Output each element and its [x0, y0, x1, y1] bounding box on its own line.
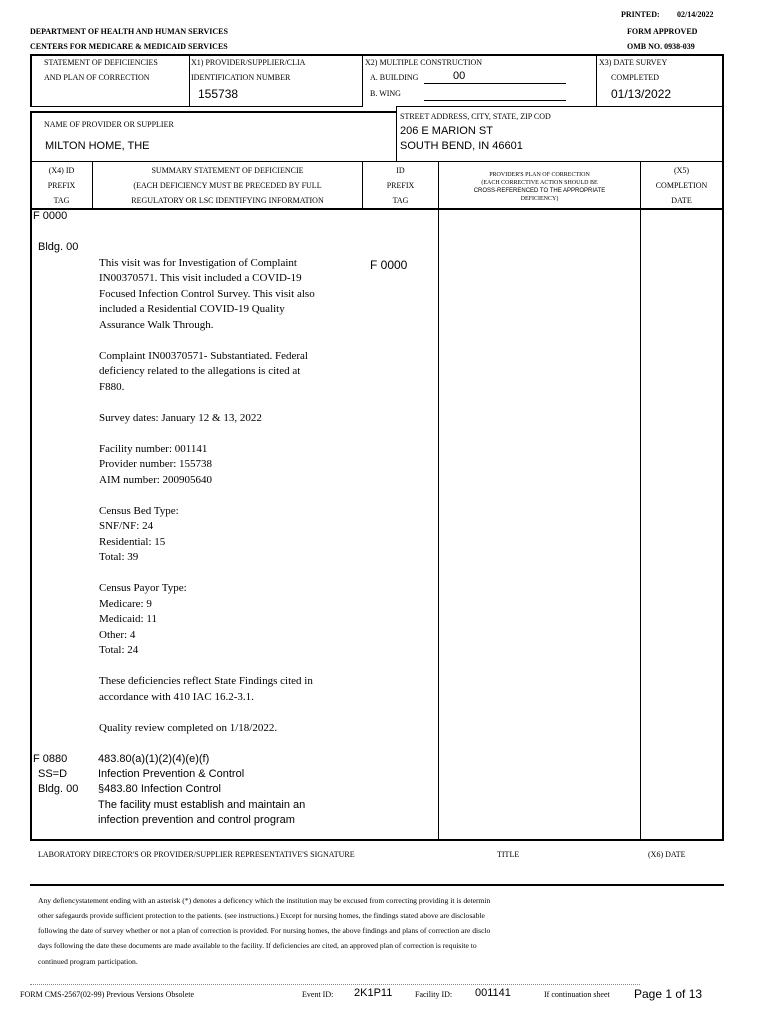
body-line: Focused Infection Control Survey. This visit also	[99, 288, 315, 300]
x2-label: X2) MULTIPLE CONSTRUCTION	[365, 58, 483, 67]
x1-label-2: IDENTIFICATION NUMBER	[191, 73, 291, 82]
statement-label-2: AND PLAN OF CORRECTION	[44, 73, 150, 82]
statement-label-1: STATEMENT OF DEFICIENCIES	[44, 58, 158, 67]
bldg-00-first: Bldg. 00	[38, 241, 79, 253]
f880-line: infection prevention and control program	[98, 814, 295, 826]
body-line: Facility number: 001141	[99, 443, 208, 455]
x3-label-2: COMPLETED	[611, 73, 659, 82]
body-line: Total: 39	[99, 551, 139, 563]
id-label: ID	[396, 166, 405, 175]
id-tag-label: TAG	[392, 196, 409, 205]
department-title: DEPARTMENT OF HEALTH AND HUMAN SERVICES	[30, 27, 228, 36]
body-line: This visit was for Investigation of Complaint	[99, 257, 297, 269]
footnote-line: following the date of survey whether or not a plan of correction is provided. For nursing homes, the above findings and plans of correction are disclo	[38, 926, 491, 935]
x6-date-label: (X6) DATE	[648, 850, 686, 859]
body-line: accordance with 410 IAC 16.2-3.1.	[99, 691, 254, 703]
address-line-2: SOUTH BEND, IN 46601	[400, 140, 523, 152]
body-line: AIM number: 200905640	[99, 474, 213, 486]
f880-line: 483.80(a)(1)(2)(4)(e)(f)	[98, 753, 210, 765]
body-line: Medicare: 9	[99, 598, 152, 610]
body-line: IN00370571. This visit included a COVID-19	[99, 272, 302, 284]
wing-label: B. WING	[370, 89, 401, 98]
bldg-00-second: Bldg. 00	[38, 783, 79, 795]
form-number: FORM CMS-2567(02-99) Previous Versions Obsolete	[20, 990, 195, 999]
footnote-line: other safegaurds provide sufficient protection to the patients. (see instructions.) Except for nursing homes, the findings stated above are disclosable	[38, 911, 485, 920]
f880-line: §483.80 Infection Control	[98, 783, 221, 795]
name-box-left	[30, 111, 32, 162]
top-box-bottom-right	[596, 106, 724, 107]
tag-f0880: F 0880	[33, 753, 68, 765]
signature-label: LABORATORY DIRECTOR'S OR PROVIDER/SUPPLIER REPRESENTATIVE'S SIGNATURE	[38, 850, 355, 859]
body-bottom-border	[30, 839, 724, 841]
provider-number: 155738	[198, 87, 239, 101]
summary-header-1: SUMMARY STATEMENT OF DEFICIENCIE	[151, 166, 304, 175]
body-line: Medicaid: 11	[99, 613, 157, 625]
facility-id-label: Facility ID:	[415, 990, 453, 999]
scope-severity: SS=D	[38, 768, 68, 780]
body-line: F880.	[99, 381, 125, 393]
footnote-line: days following the date these documents are made available to the facility. If deficiencies are cited, an approved plan of correction is requisite to	[38, 941, 477, 950]
plan-header-2: (EACH CORRECTIVE ACTION SHOULD BE	[481, 180, 598, 186]
col-divider-plan	[640, 162, 641, 840]
top-border	[30, 54, 724, 56]
provider-name: MILTON HOME, THE	[45, 140, 150, 152]
name-box-top	[30, 111, 396, 113]
body-line: Provider number: 155738	[99, 458, 213, 470]
event-id: 2K1P11	[354, 987, 393, 999]
divider-x2	[362, 55, 363, 107]
facility-id: 001141	[475, 987, 511, 999]
id-prefix-label: PREFIX	[386, 181, 415, 190]
body-line: Assurance Walk Through.	[99, 319, 214, 331]
col-divider-id	[438, 162, 439, 840]
id-tag-f0000: F 0000	[370, 258, 408, 272]
tag-f0000: F 0000	[33, 210, 68, 222]
printed-label: PRINTED:	[621, 10, 660, 19]
continuation-label: If continuation sheet	[544, 990, 610, 999]
summary-header-3: REGULATORY OR LSC IDENTIFYING INFORMATION	[131, 196, 324, 205]
body-line: Survey dates: January 12 & 13, 2022	[99, 412, 262, 424]
body-line: included a Residential COVID-19 Quality	[99, 303, 285, 315]
body-line: Total: 24	[99, 644, 139, 656]
column-header-bottom	[30, 208, 724, 210]
page-indicator: Page 1 of 13	[634, 987, 703, 1001]
summary-header-2: (EACH DEFICIENCY MUST BE PRECEDED BY FULL	[133, 181, 322, 190]
x4-prefix-label: PREFIX	[47, 181, 76, 190]
x4-id-label: (X4) ID	[48, 166, 75, 175]
x3-label-1: X3) DATE SURVEY	[599, 58, 668, 67]
form-approved: FORM APPROVED	[627, 27, 698, 36]
plan-header-4: DEFICIENCY)	[520, 196, 559, 202]
survey-date: 01/13/2022	[611, 87, 672, 101]
name-box-right	[722, 106, 724, 162]
top-box-left-border	[30, 54, 32, 107]
building-underline	[424, 83, 566, 84]
plan-header-1: PROVIDER'S PLAN OF CORRECTION	[489, 172, 590, 178]
address-line-1: 206 E MARION ST	[400, 125, 493, 137]
top-box-bottom-left	[30, 106, 363, 107]
footer-separator	[30, 984, 640, 985]
address-label: STREET ADDRESS, CITY, STATE, ZIP COD	[400, 112, 551, 121]
building-label: A. BUILDING	[370, 73, 419, 82]
name-address-divider	[396, 106, 397, 162]
divider-x1	[189, 55, 190, 107]
wing-underline	[424, 100, 566, 101]
name-box-bottom	[30, 161, 724, 162]
f880-line: Infection Prevention & Control	[98, 768, 245, 780]
centers-title: CENTERS FOR MEDICARE & MEDICAID SERVICES	[30, 42, 228, 51]
divider-x3	[596, 55, 597, 107]
body-line: Census Bed Type:	[99, 505, 179, 517]
printed-date: 02/14/2022	[677, 10, 714, 19]
f880-line: The facility must establish and maintain an	[98, 799, 306, 811]
x5-label: (X5)	[673, 166, 690, 175]
body-line: Residential: 15	[99, 536, 166, 548]
body-line: Other: 4	[99, 629, 136, 641]
date-label: DATE	[671, 196, 692, 205]
x1-label-1: X1) PROVIDER/SUPPLIER/CLIA	[191, 58, 306, 67]
plan-header-3: CROSS-REFERENCED TO THE APPROPRIATE	[473, 188, 606, 194]
title-label: TITLE	[497, 850, 520, 859]
body-line: Quality review completed on 1/18/2022.	[99, 722, 278, 734]
body-line: These deficiencies reflect State Findings cited in	[99, 675, 313, 687]
footnote-line: Any defiencystatement ending with an asterisk (*) denotes a deficency which the institution may be excused from correcting providing it is determin	[38, 896, 491, 905]
omb-number: OMB NO. 0938-039	[627, 42, 695, 51]
top-box-right-border	[722, 54, 724, 107]
x4-tag-label: TAG	[53, 196, 70, 205]
main-left-border	[30, 162, 32, 840]
body-line: Complaint IN00370571- Substantiated. Federal	[99, 350, 308, 362]
event-id-label: Event ID:	[302, 990, 334, 999]
address-top-border	[396, 106, 597, 107]
footnote-line: continued program participation.	[38, 957, 138, 966]
signature-bottom-border	[30, 884, 724, 886]
body-line: deficiency related to the allegations is cited at	[99, 365, 301, 377]
completion-label: COMPLETION	[655, 181, 708, 190]
provider-name-label: NAME OF PROVIDER OR SUPPLIER	[44, 120, 174, 129]
main-right-border	[722, 162, 724, 840]
body-line: Census Payor Type:	[99, 582, 187, 594]
building-value: 00	[453, 70, 466, 82]
body-line: SNF/NF: 24	[99, 520, 154, 532]
